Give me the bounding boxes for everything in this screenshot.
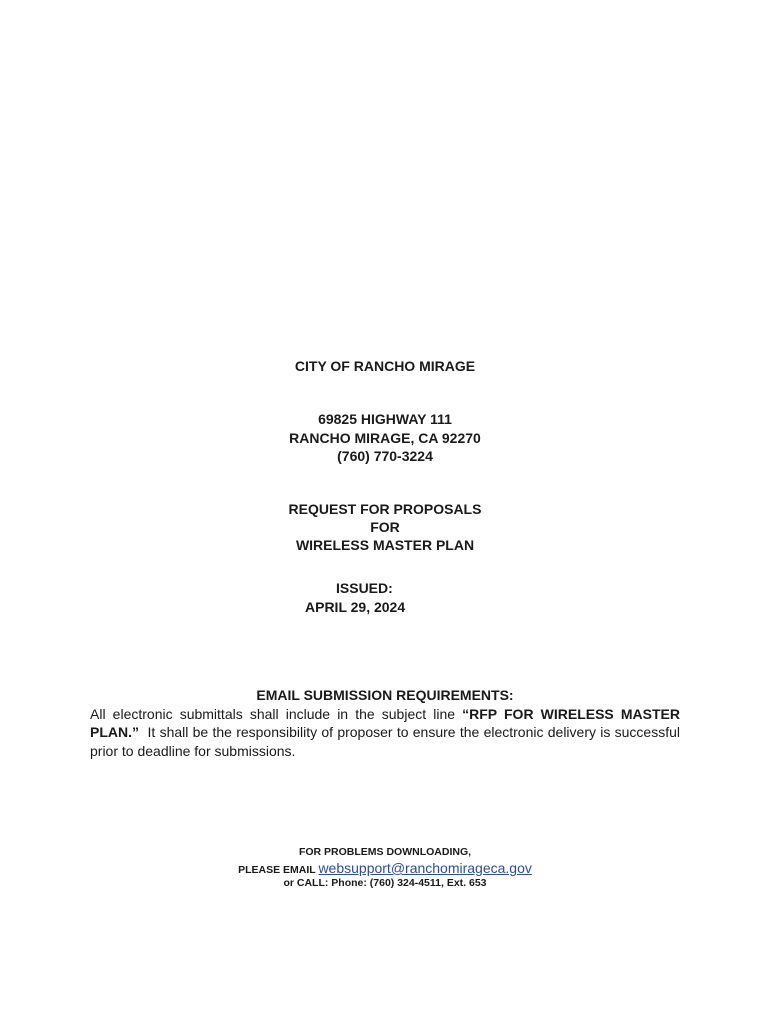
requirements-text-after: It shall be the responsibility of proposer to ensure the electronic delivery is successful prior to deadline for submissions. bbox=[90, 724, 684, 759]
rfp-title-line-2: FOR bbox=[370, 519, 400, 535]
footer-call-line: or CALL: Phone: (760) 324-4511, Ext. 653 bbox=[283, 877, 487, 889]
email-requirements-body bbox=[90, 705, 684, 761]
address-line-1: 69825 HIGHWAY 111 bbox=[318, 411, 452, 427]
footer-problems-line: FOR PROBLEMS DOWNLOADING, bbox=[298, 846, 472, 858]
footer-email-prefix: PLEASE EMAIL bbox=[238, 864, 319, 876]
issued-label: ISSUED: bbox=[336, 580, 393, 596]
organization-name: CITY OF RANCHO MIRAGE bbox=[294, 358, 476, 374]
phone-number: (760) 770-3224 bbox=[337, 448, 433, 464]
issued-date: APRIL 29, 2024 bbox=[305, 599, 406, 615]
support-email-link[interactable]: websupport@ranchomirageca.gov bbox=[318, 860, 532, 876]
address-line-2: RANCHO MIRAGE, CA 92270 bbox=[289, 430, 481, 446]
requirements-text-before: All electronic submittals shall include in the subject line bbox=[90, 705, 463, 722]
email-requirements-heading: EMAIL SUBMISSION REQUIREMENTS: bbox=[256, 687, 514, 703]
rfp-title-line-3: WIRELESS MASTER PLAN bbox=[295, 537, 475, 553]
email-submission-requirements bbox=[90, 686, 684, 760]
rfp-title-line-1: REQUEST FOR PROPOSALS bbox=[288, 501, 482, 517]
footer-email-line bbox=[0, 860, 770, 876]
subject-line-text: “RFP FOR WIRELESS MASTER PLAN.” bbox=[90, 705, 680, 740]
